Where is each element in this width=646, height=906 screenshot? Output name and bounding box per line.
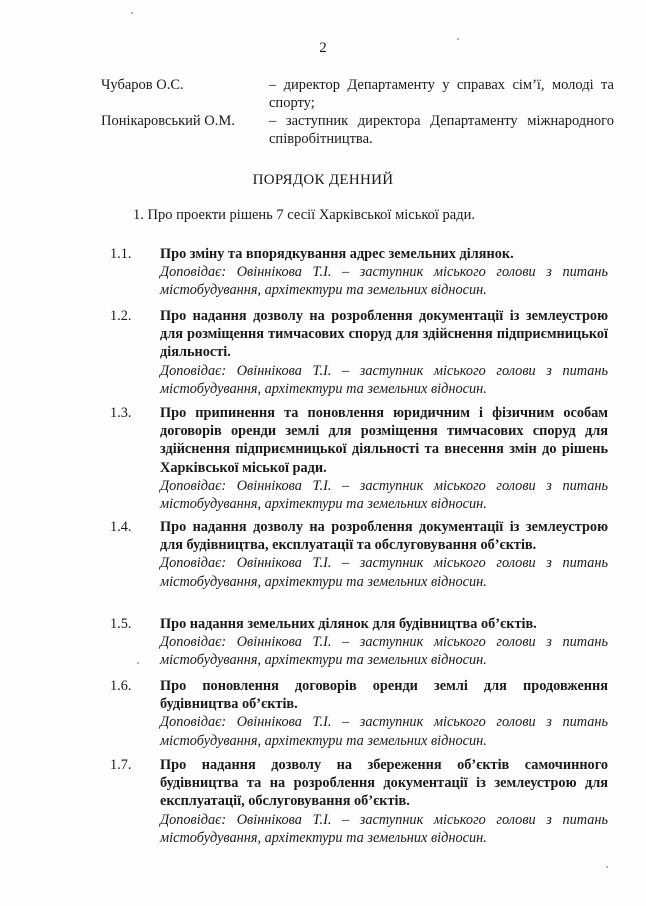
agenda-item-number: 1.4.: [110, 519, 132, 535]
scan-speck: [131, 12, 133, 14]
agenda-item-number: 1.5.: [110, 616, 132, 632]
agenda-item-body: [160, 245, 608, 300]
agenda-item-number: 1.2.: [110, 308, 132, 324]
agenda-title: ПОРЯДОК ДЕННИЙ: [252, 172, 394, 188]
agenda-item-body: [160, 404, 608, 513]
agenda-item-body: [160, 615, 608, 670]
attendee-name: Чубаров О.С.: [101, 77, 184, 93]
scan-speck: [457, 38, 459, 40]
agenda-item-title: Про надання дозволу на збереження об’єктів самочинного будівництва та на розроблення документації із землеустрою для експлуатації, обслуговування об’єктів.: [160, 757, 608, 810]
agenda-item-title: Про надання дозволу на розроблення документації із землеустрою для розміщення тимчасових споруд для здійснення підприємницької діяльності.: [160, 308, 608, 361]
agenda-item-title: Про припинення та поновлення юридичним і фізичним особам договорів оренди землі для розміщення тимчасових споруд для здійснення підприємницької діяльності та внесення змін до рішень Харківської міської ради.: [160, 405, 608, 476]
agenda-section-heading: 1. Про проекти рішень 7 сесії Харківської міської ради.: [133, 207, 475, 223]
attendee-role: – директор Департаменту у справах сім’ї, молоді та спорту;: [269, 77, 614, 111]
agenda-item-body: [160, 677, 608, 750]
agenda-item-number: 1.3.: [110, 405, 132, 421]
agenda-item-speaker: Доповідає: Овіннікова Т.І. – заступник міського голови з питань містобудування, архітектури та земельних відносин.: [160, 477, 608, 513]
agenda-item-body: [160, 518, 608, 591]
agenda-item-speaker: Доповідає: Овіннікова Т.І. – заступник міського голови з питань містобудування, архітектури та земельних відносин.: [160, 362, 608, 397]
agenda-item-title: Про надання дозволу на розроблення документації із землеустрою для будівництва, експлуатації та обслуговування об’єктів.: [160, 519, 608, 554]
agenda-item-speaker: Доповідає: Овіннікова Т.І. – заступник міського голови з питань містобудування, архітектури та земельних відносин.: [160, 714, 608, 749]
agenda-item-speaker: Доповідає: Овіннікова Т.І. – заступник міського голови з питань містобудування, архітектури та земельних відносин.: [160, 555, 608, 590]
attendee-name: Понікаровський О.М.: [101, 113, 235, 129]
agenda-item-speaker: Доповідає: Овіннікова Т.І. – заступник міського голови з питань містобудування, архітектури та земельних відносин.: [160, 811, 608, 846]
agenda-item-title: Про зміну та впорядкування адрес земельних ділянок.: [160, 246, 514, 262]
agenda-item-title: Про надання земельних ділянок для будівництва об’єктів.: [160, 616, 537, 632]
agenda-item-body: [160, 307, 608, 398]
page-number: 2: [319, 40, 327, 56]
agenda-item-body: [160, 756, 608, 847]
scan-speck: [606, 866, 608, 868]
agenda-item-speaker: Доповідає: Овіннікова Т.І. – заступник міського голови з питань містобудування, архітектури та земельних відносин.: [160, 634, 608, 669]
scan-speck: [137, 662, 139, 664]
attendee-role: – заступник директора Департаменту міжнародного співробітництва.: [269, 113, 614, 147]
agenda-item-number: 1.1.: [110, 246, 132, 262]
agenda-item-number: 1.6.: [110, 678, 132, 694]
agenda-item-speaker: Доповідає: Овіннікова Т.І. – заступник міського голови з питань містобудування, архітектури та земельних відносин.: [160, 264, 608, 299]
agenda-item-number: 1.7.: [110, 757, 132, 773]
agenda-item-title: Про поновлення договорів оренди землі для продовження будівництва об’єктів.: [160, 678, 608, 713]
